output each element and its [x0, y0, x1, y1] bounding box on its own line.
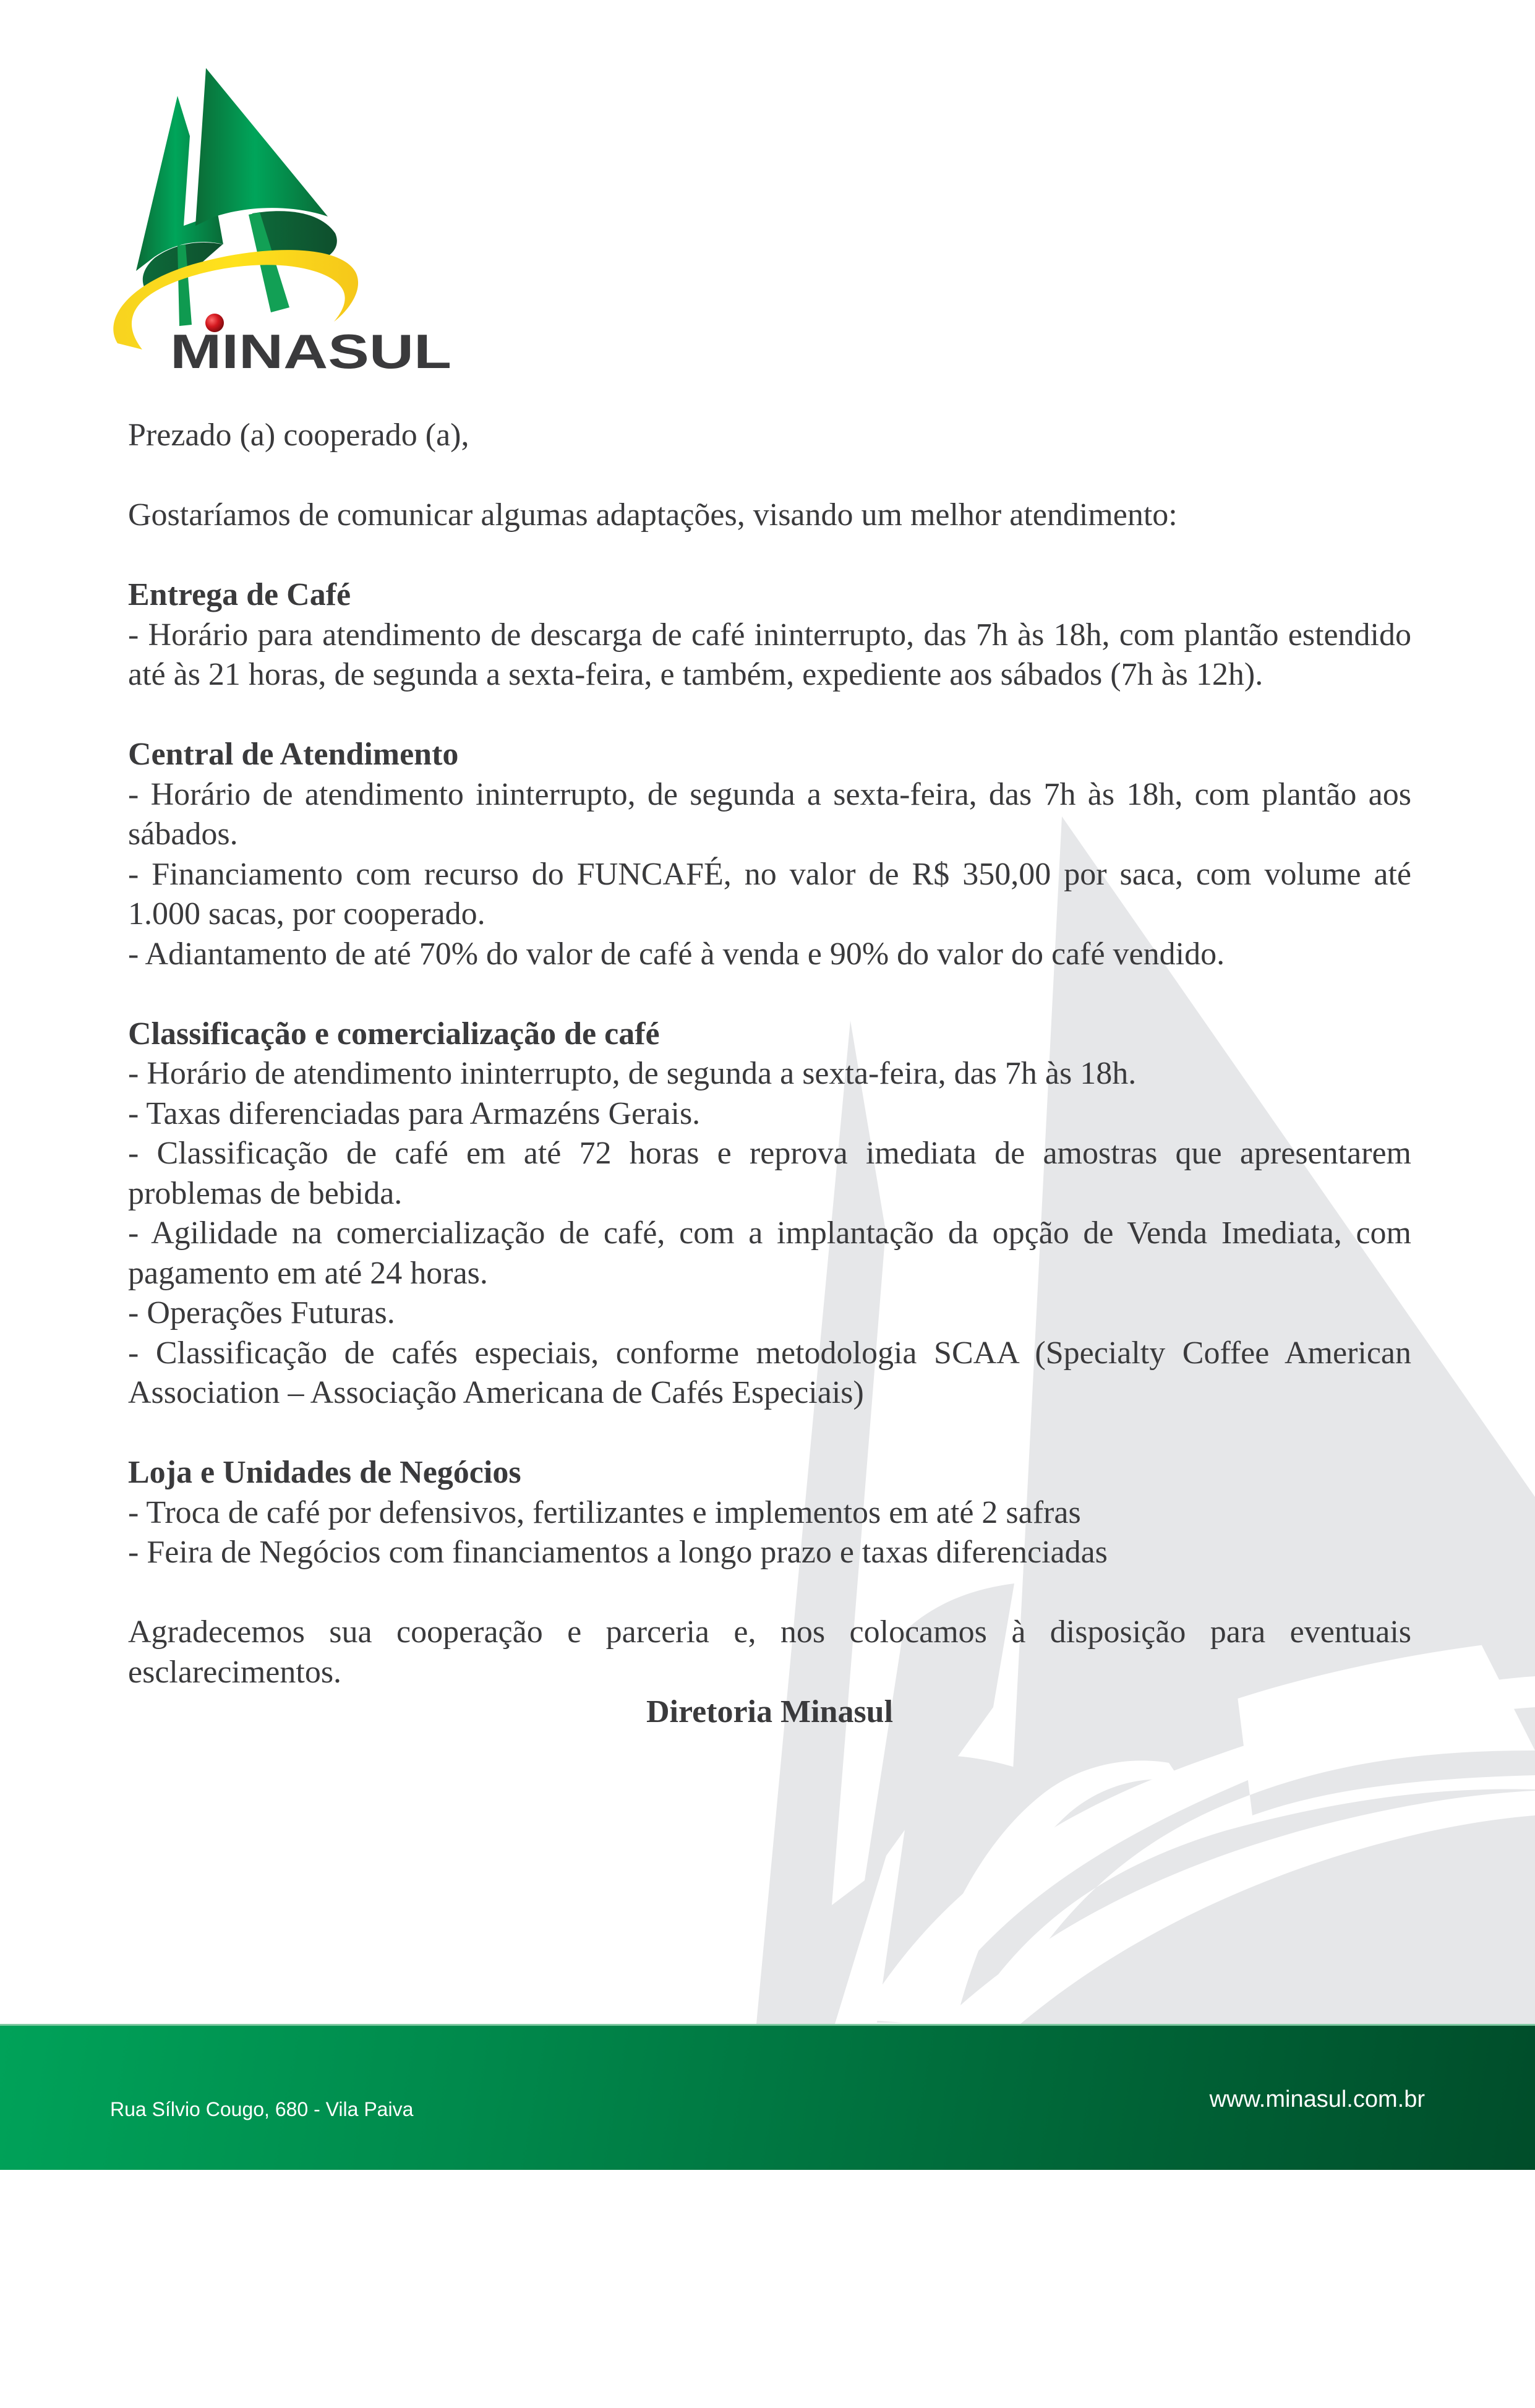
- address-city: CEP 37018-020 - Varginha - MG: [110, 2176, 423, 2198]
- spacer: [128, 536, 1411, 576]
- spacer: [128, 1413, 1411, 1454]
- section-item: - Adiantamento de até 70% do valor de café à venda e 90% do valor do café vendido.: [128, 936, 1225, 972]
- section-classificacao: [128, 1014, 1411, 1413]
- spacer: [128, 1573, 1411, 1613]
- spacer: [128, 695, 1411, 735]
- section-item: - Classificação de cafés especiais, conforme metodologia SCAA (Specialty Coffee American Association – Associação Americana de Cafés Especiais): [128, 1335, 1411, 1410]
- section-title: Central de Atendimento: [128, 737, 459, 772]
- letter-body: [128, 416, 1411, 1733]
- signature: Diretoria Minasul: [646, 1694, 894, 1729]
- fax-number: Fax: (35) 3219-6921: [110, 2332, 289, 2354]
- footer-address-block: [110, 2044, 423, 2408]
- logo-big-sail: [195, 68, 328, 226]
- intro-text: Gostaríamos de comunicar algumas adaptações, visando um melhor atendimento:: [128, 497, 1178, 533]
- section-item: - Classificação de café em até 72 horas e reprova imediata de amostras que apresentarem problemas de bebida.: [128, 1136, 1411, 1211]
- section-item: - Operações Futuras.: [128, 1295, 395, 1330]
- section-title: Loja e Unidades de Negócios: [128, 1455, 521, 1490]
- section-central-de-atendimento: [128, 735, 1411, 974]
- section-title: Classificação e comercialização de café: [128, 1016, 660, 1052]
- closing-text: Agradecemos sua cooperação e parceria e, nos colocamos à disposição para eventuais esclarecimentos.: [128, 1614, 1411, 1690]
- section-title: Entrega de Café: [128, 577, 351, 612]
- section-item: - Financiamento com recurso do FUNCAFÉ, no valor de R$ 350,00 por saca, com volume até 1.000 sacas, por cooperado.: [128, 856, 1411, 932]
- section-item: - Feira de Negócios com financiamentos a longo prazo e taxas diferenciadas: [128, 1535, 1108, 1570]
- section-item: - Horário para atendimento de descarga de café ininterrupto, das 7h às 18h, com plantão estendido até às 21 horas, de segunda a sexta-feira, e também, expediente aos sábados (7h às 12h).: [128, 617, 1411, 692]
- salutation: Prezado (a) cooperado (a),: [128, 418, 469, 453]
- section-item: - Taxas diferenciadas para Armazéns Gerais.: [128, 1095, 701, 1131]
- logo-wordmark: MINASUL: [170, 324, 451, 379]
- section-item: - Agilidade na comercialização de café, com a implantação da opção de Venda Imediata, com pagamento em até 24 horas.: [128, 1215, 1411, 1291]
- section-item: - Horário de atendimento ininterrupto, de segunda a sexta-feira, das 7h às 18h, com plantão aos sábados.: [128, 776, 1411, 852]
- phone-number: Tel.: (35) 3219-6900: [110, 2254, 288, 2276]
- section-entrega-de-cafe: [128, 575, 1411, 695]
- minasul-logo: [105, 59, 458, 387]
- section-loja-unidades: [128, 1453, 1411, 1573]
- spacer: [128, 456, 1411, 496]
- website-link[interactable]: www.minasul.com.br: [1209, 2086, 1425, 2112]
- footer-bar: [0, 2024, 1535, 2354]
- spacer: [128, 974, 1411, 1014]
- section-item: - Horário de atendimento ininterrupto, de segunda a sexta-feira, das 7h às 18h.: [128, 1056, 1137, 1091]
- address-street: Rua Sílvio Cougo, 680 - Vila Paiva: [110, 2098, 414, 2120]
- section-item: - Troca de café por defensivos, fertilizantes e implementos em até 2 safras: [128, 1494, 1081, 1530]
